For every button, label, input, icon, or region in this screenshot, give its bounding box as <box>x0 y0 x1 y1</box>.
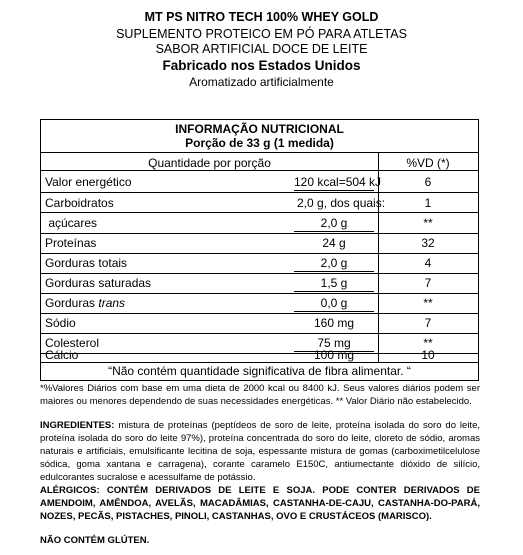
row-quantity: 100 mg <box>313 348 355 362</box>
row-divider <box>41 233 478 234</box>
fiber-note: “Não contém quantidade significativa de fibra alimentar. “ <box>108 364 411 378</box>
row-label: Sódio <box>45 316 76 330</box>
row-vd: 1 <box>424 196 432 210</box>
product-category: SUPLEMENTO PROTEICO EM PÓ PARA ATLETAS <box>116 27 407 41</box>
ingredients-text: mistura de proteínas (peptídeos de soro de leite, proteína isolada do soro do leite, proteína isolada do soro do leite 97%), proteína concentrada do soro do leite, cloreto de sódio, aromas naturais e artificiais, emulsificante lecitina de soja, espessante mistura de gomas (carboximetilcelulose sódica, goma xantana e carragena), corante caramelo E150C, antiumectante dióxido de silício, edulcorantes sucralose e acessulfame de potássio. <box>40 420 480 483</box>
row-label: Colesterol <box>45 336 100 350</box>
row-quantity: 2,0 g <box>320 216 348 230</box>
row-vd: 32 <box>421 236 435 250</box>
row-quantity: 2,0 g <box>320 256 348 270</box>
allergens: ALÉRGICOS: CONTÉM DERIVADOS DE LEITE E SOJA. PODE CONTER DERIVADOS DE AMENDOIM, AMÊNDOA, AVELÃS, MACADÂMIAS, CASTANHA-DE-CAJU, CASTANHA-DO-PARÁ, NOZES, PECÃS, PISTACHES, PINOLI, CASTANHAS, OVO E CRUSTÁCEOS (MARISCO). <box>40 485 480 522</box>
row-label: Proteínas <box>45 236 97 250</box>
quantity-underline <box>294 271 374 272</box>
row-vd: 4 <box>424 256 432 270</box>
product-name: MT PS NITRO TECH 100% WHEY GOLD <box>144 10 379 24</box>
row-vd: ** <box>423 216 433 230</box>
row-label: Gorduras saturadas <box>45 276 152 290</box>
row-vd: 7 <box>424 276 432 290</box>
row-divider <box>41 192 478 193</box>
row-label-prefix: Gorduras <box>45 296 99 310</box>
row-label <box>45 296 125 310</box>
row-divider <box>41 212 478 213</box>
row-quantity: 75 mg <box>317 336 351 350</box>
row-label: Carboidratos <box>45 196 114 210</box>
gluten-statement: NÃO CONTÉM GLÚTEN. <box>40 535 150 546</box>
row-divider <box>41 293 478 294</box>
row-label: Cálcio <box>45 348 79 362</box>
flavoring-note: Aromatizado artificialmente <box>189 75 334 89</box>
row-vd: 7 <box>424 316 432 330</box>
divider <box>41 170 478 171</box>
row-label: Gorduras totais <box>45 256 128 270</box>
row-label: Valor energético <box>45 175 132 189</box>
row-divider <box>41 273 478 274</box>
row-divider <box>41 313 478 314</box>
quantity-underline <box>294 291 374 292</box>
quantity-underline <box>294 311 374 312</box>
daily-values-footnote: *%Valores Diários com base em uma dieta de 2000 kcal ou 8400 kJ. Seus valores diários podem ser maiores ou menores dependendo de suas necessidades energéticas. ** Valor Diário não estabelecido. <box>40 383 480 407</box>
row-quantity: 0,0 g <box>320 296 348 310</box>
row-divider <box>41 333 478 334</box>
divider <box>41 152 478 153</box>
row-vd: 10 <box>421 348 435 362</box>
product-flavor: SABOR ARTIFICIAL DOCE DE LEITE <box>155 42 368 56</box>
row-label-italic: trans <box>98 296 126 310</box>
quantity-underline <box>294 231 374 232</box>
row-vd: 6 <box>424 175 432 189</box>
row-vd: ** <box>423 336 433 350</box>
row-divider <box>41 362 478 363</box>
row-quantity: 2,0 g, dos quais: <box>297 196 386 210</box>
row-quantity: 1,5 g <box>320 276 348 290</box>
nutrition-table <box>40 119 479 381</box>
row-divider <box>41 253 478 254</box>
quantity-underline <box>294 190 374 191</box>
origin: Fabricado nos Estados Unidos <box>162 58 361 73</box>
row-quantity: 24 g <box>322 236 346 250</box>
col-vd-header: %VD (*) <box>406 156 450 170</box>
row-label: açúcares <box>45 216 98 230</box>
col-quantity-header: Quantidade por porção <box>148 156 271 170</box>
ingredients-label: INGREDIENTES: <box>40 420 115 431</box>
portion-size: Porção de 33 g (1 medida) <box>185 136 334 150</box>
table-title: INFORMAÇÃO NUTRICIONAL <box>175 122 344 136</box>
row-quantity: 120 kcal=504 kJ <box>294 175 382 189</box>
row-quantity: 160 mg <box>313 316 355 330</box>
row-vd: ** <box>423 296 433 310</box>
ingredients <box>40 419 480 484</box>
